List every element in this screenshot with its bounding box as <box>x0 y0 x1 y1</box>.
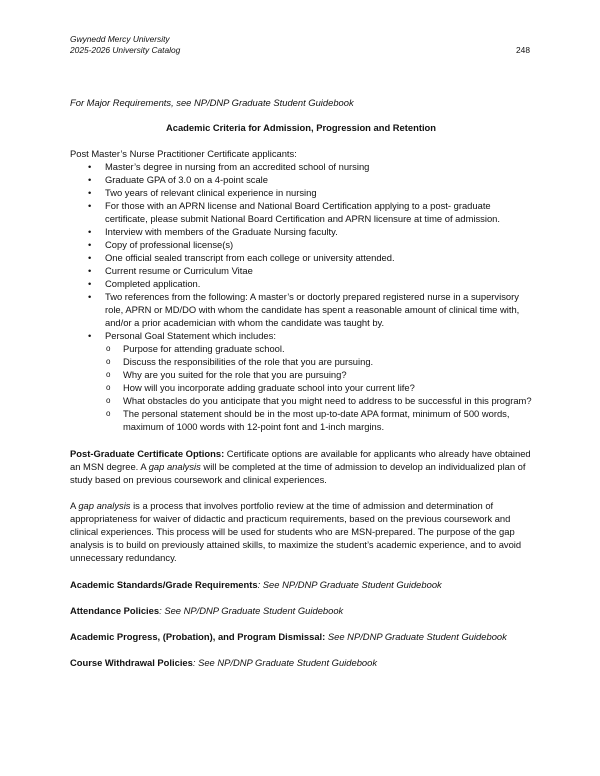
gap-analysis-prefix: A <box>70 500 79 511</box>
section-title: Academic Criteria for Admission, Progression and Retention <box>165 122 437 133</box>
policy-reference: See NP/DNP Graduate Student Guidebook <box>262 579 442 590</box>
certificate-options-text-after: will be completed at the time of admission to develop an individualized plan of study based on previous coursework and clinical experiences. <box>70 461 526 485</box>
page-header <box>70 34 180 55</box>
criteria-item: • For those with an APRN license and National Board Certification applying to a post- graduate certificate, please submit National Board Certification and APRN licensure at time of admission. <box>70 199 532 225</box>
goal-statement-sublist <box>70 342 532 433</box>
goal-subitem: o What obstacles do you anticipate that you might need to address to be successful in this program? <box>70 394 532 407</box>
goal-statement-item <box>70 329 532 433</box>
applicants-intro: Post Master’s Nurse Practitioner Certificate applicants: <box>70 148 297 159</box>
admission-criteria-list <box>70 160 532 433</box>
policy-separator: : <box>257 579 263 590</box>
criteria-item: • Two years of relevant clinical experience in nursing <box>70 186 532 199</box>
criteria-item: • Master’s degree in nursing from an accredited school of nursing <box>70 160 532 173</box>
goal-subitem: o Purpose for attending graduate school. <box>70 342 532 355</box>
criteria-item: • Current resume or Curriculum Vitae <box>70 264 532 277</box>
gap-analysis-text: is a process that involves portfolio review at the time of admission and determination of appropriateness for waiver of didactic and practicum requirements, based on the previous coursework and clinical experiences. This process will be used for students who are MSN-prepared. The purpose of the gap analysis is to build on previously attained skills, to maximize the student’s academic experience, and to avoid unnecessary redundancy. <box>70 500 522 563</box>
policy-reference: See NP/DNP Graduate Student Guidebook <box>164 605 344 616</box>
criteria-item: • Interview with members of the Graduate Nursing faculty. <box>70 225 532 238</box>
page-content <box>70 96 532 669</box>
policy-label: Academic Progress, (Probation), and Program Dismissal: <box>70 631 326 642</box>
header-catalog: 2025-2026 University Catalog <box>70 44 181 55</box>
goal-subitem: o How will you incorporate adding graduate school into your current life? <box>70 381 532 394</box>
policy-reference: See NP/DNP Graduate Student Guidebook <box>198 657 378 668</box>
policy-course-withdrawal <box>70 656 532 669</box>
criteria-item: • Graduate GPA of 3.0 on a 4-point scale <box>70 173 532 186</box>
header-institution: Gwynedd Mercy University <box>70 34 170 44</box>
policy-label: Academic Standards/Grade Requirements <box>70 579 258 590</box>
gap-analysis-term: gap analysis <box>148 461 201 472</box>
criteria-item: • Completed application. <box>70 277 532 290</box>
policy-reference: See NP/DNP Graduate Student Guidebook <box>327 631 507 642</box>
goal-subitem: o Discuss the responsibilities of the role that you are pursuing. <box>70 355 532 368</box>
policy-attendance <box>70 604 532 617</box>
gap-analysis-paragraph <box>70 499 532 564</box>
major-requirements-note: For Major Requirements, see NP/DNP Graduate Student Guidebook <box>70 97 354 108</box>
policy-label: Attendance Policies <box>70 605 160 616</box>
goal-statement-label: Personal Goal Statement which includes: <box>105 330 276 341</box>
goal-subitem: o The personal statement should be in the most up-to-date APA format, minimum of 500 words, maximum of 1000 words with 12-point font and 1-inch margins. <box>70 407 532 433</box>
criteria-item: • Two references from the following: A master’s or doctorly prepared registered nurse in a supervisory role, APRN or MD/DO with whom the candidate has spent a reasonable amount of clinical time with, and/or a prior academician with whom the candidate was taught by. <box>70 290 532 329</box>
certificate-options-label: Post-Graduate Certificate Options: <box>70 448 225 459</box>
policy-label: Course Withdrawal Policies <box>70 657 193 668</box>
criteria-item: • One official sealed transcript from each college or university attended. <box>70 251 532 264</box>
certificate-options-paragraph <box>70 447 532 486</box>
policy-separator: : <box>192 657 199 668</box>
page-number: 248 <box>516 44 530 55</box>
certificate-options-text-before: Certificate options are available for applicants who already have obtained an MSN degree. A <box>70 448 531 472</box>
gap-analysis-term: gap analysis <box>78 500 131 511</box>
policy-academic-standards <box>70 578 532 591</box>
goal-subitem: o Why are you suited for the role that you are pursuing? <box>70 368 532 381</box>
policy-academic-progress <box>70 630 532 643</box>
policy-separator: : <box>159 605 165 616</box>
criteria-item: • Copy of professional license(s) <box>70 238 532 251</box>
